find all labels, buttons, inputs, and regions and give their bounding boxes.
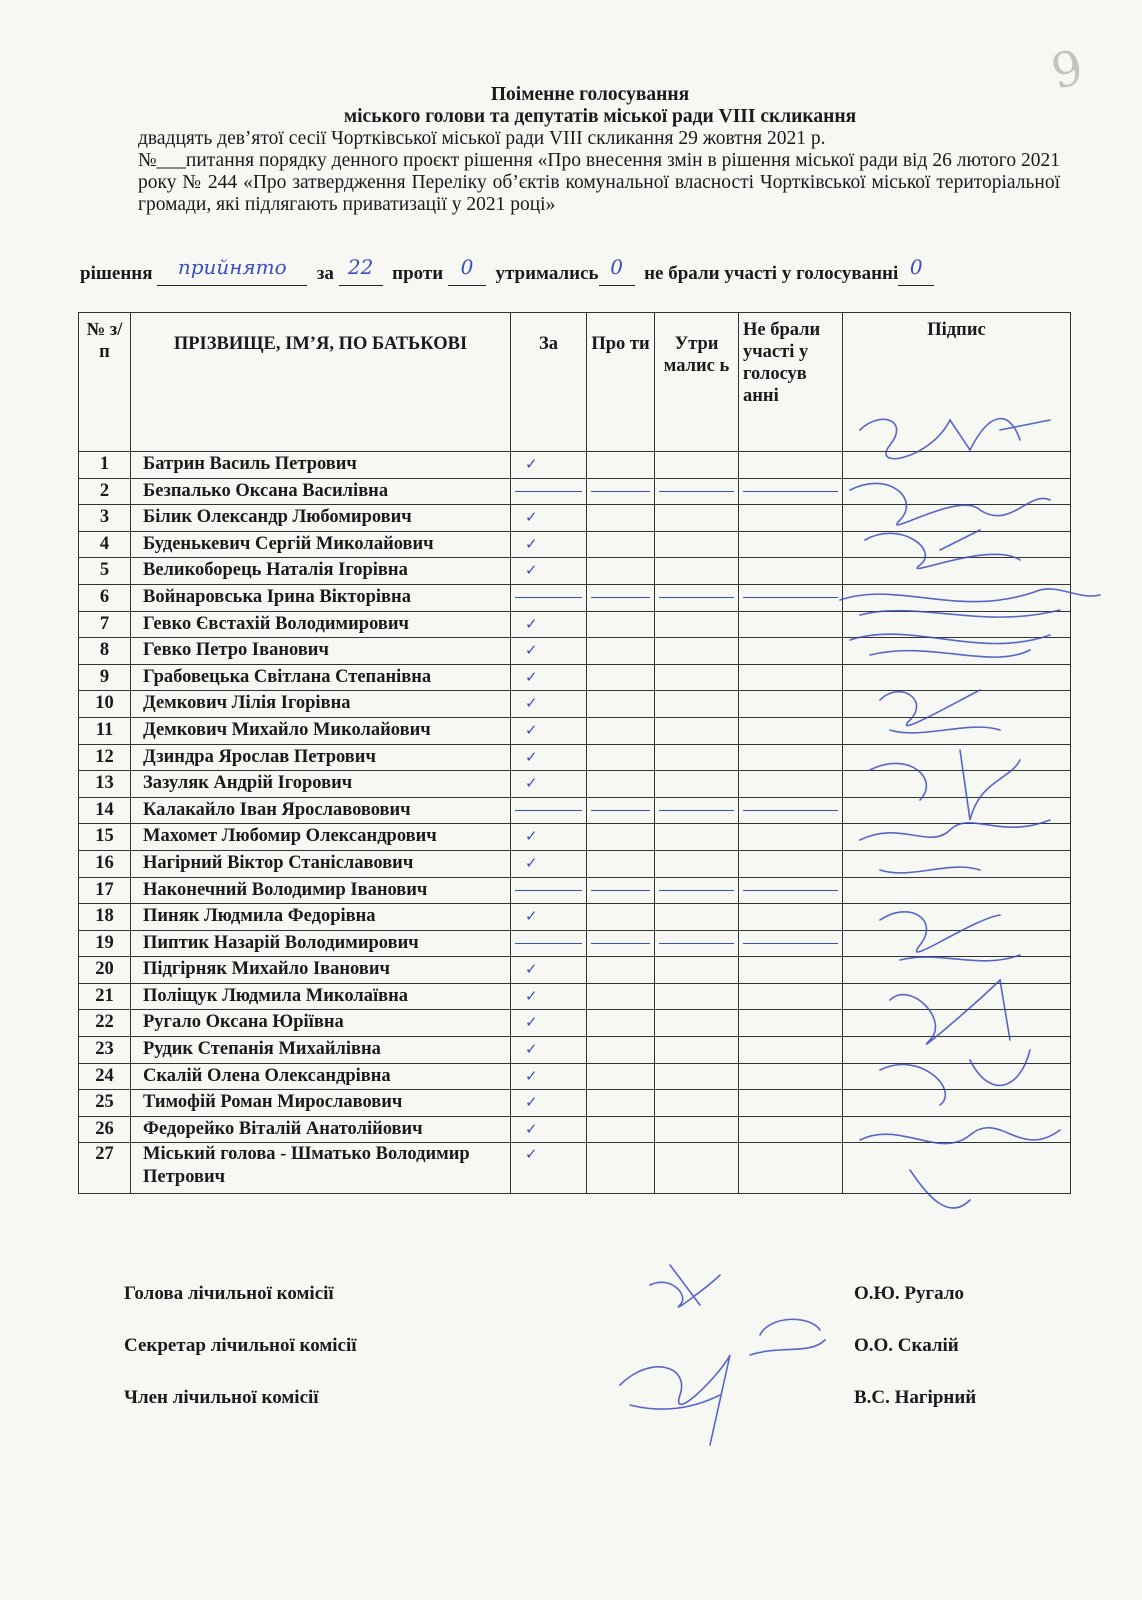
vote-not-voted-cell	[739, 1116, 843, 1143]
deputy-name: Демкович Лілія Ігорівна	[131, 691, 511, 718]
checkmark-icon: ✓	[525, 853, 538, 872]
decision-label: рішення	[80, 263, 153, 284]
header-abstained: Утри малис ь	[655, 313, 739, 452]
vote-against-cell	[587, 824, 655, 851]
table-row	[79, 957, 1071, 984]
vote-against-cell	[587, 664, 655, 691]
commission-chair-row	[124, 1283, 1024, 1335]
table-row	[79, 584, 1071, 611]
row-number: 19	[79, 930, 131, 957]
dash-stroke-icon	[659, 943, 734, 944]
vote-against-cell	[587, 505, 655, 532]
deputy-name: Войнаровська Ірина Вікторівна	[131, 584, 511, 611]
deputy-name: Пиптик Назарій Володимирович	[131, 930, 511, 957]
table-row	[79, 638, 1071, 665]
checkmark-icon: ✓	[525, 827, 538, 846]
vote-for-cell	[511, 717, 587, 744]
signature-cell	[843, 611, 1071, 638]
abstained-blank	[599, 255, 635, 286]
vote-abstained-cell	[655, 957, 739, 984]
table-row	[79, 505, 1071, 532]
session-line: двадцять дев’ятої сесії Чортківської міської ради VIII скликання 29 жовтня 2021 р.	[138, 128, 826, 149]
vote-abstained-cell	[655, 930, 739, 957]
against-label: проти	[392, 263, 444, 284]
header-against: Про ти	[587, 313, 655, 452]
dash-stroke-icon	[743, 943, 838, 944]
dash-stroke-icon	[591, 597, 650, 598]
table-row	[79, 452, 1071, 479]
signature-cell	[843, 983, 1071, 1010]
deputy-name: Безпалько Оксана Василівна	[131, 478, 511, 505]
vote-not-voted-cell	[739, 850, 843, 877]
table-row	[79, 850, 1071, 877]
not-voted-blank	[898, 255, 934, 286]
header-for: За	[511, 313, 587, 452]
vote-for-cell	[511, 691, 587, 718]
vote-not-voted-cell	[739, 1090, 843, 1117]
vote-for-cell	[511, 1010, 587, 1037]
decision-result-blank	[157, 255, 307, 286]
table-row	[79, 797, 1071, 824]
checkmark-icon: ✓	[525, 907, 538, 926]
abstained-label: утримались	[495, 263, 599, 284]
row-number: 12	[79, 744, 131, 771]
vote-against-cell	[587, 930, 655, 957]
vote-for-cell	[511, 558, 587, 585]
vote-not-voted-cell	[739, 558, 843, 585]
dash-stroke-icon	[591, 491, 650, 492]
deputy-name: Ругало Оксана Юріївна	[131, 1010, 511, 1037]
document-title: Поіменне голосування	[490, 84, 690, 105]
vote-against-cell	[587, 611, 655, 638]
deputy-name: Підгірняк Михайло Іванович	[131, 957, 511, 984]
row-number: 4	[79, 531, 131, 558]
row-number: 21	[79, 983, 131, 1010]
vote-for-cell	[511, 824, 587, 851]
vote-against-cell	[587, 771, 655, 798]
header-num: № з/п	[79, 313, 131, 452]
commission-secretary-row	[124, 1335, 1024, 1387]
dash-stroke-icon	[743, 491, 838, 492]
vote-against-cell	[587, 1063, 655, 1090]
table-row	[79, 930, 1071, 957]
decision-summary	[80, 255, 1060, 286]
vote-against-cell	[587, 584, 655, 611]
signature-cell	[843, 904, 1071, 931]
dash-stroke-icon	[515, 491, 582, 492]
checkmark-icon: ✓	[525, 641, 538, 660]
table-row	[79, 1010, 1071, 1037]
vote-for-cell	[511, 797, 587, 824]
checkmark-icon: ✓	[525, 455, 538, 473]
row-number: 18	[79, 904, 131, 931]
checkmark-icon: ✓	[525, 747, 538, 766]
signature-cell	[843, 797, 1071, 824]
vote-abstained-cell	[655, 1116, 739, 1143]
checkmark-icon: ✓	[525, 508, 538, 527]
deputy-name: Нагірний Віктор Станіславович	[131, 850, 511, 877]
checkmark-icon: ✓	[525, 774, 538, 793]
vote-abstained-cell	[655, 584, 739, 611]
table-row	[79, 877, 1071, 904]
vote-not-voted-cell	[739, 717, 843, 744]
table-row	[79, 744, 1071, 771]
signature-cell	[843, 744, 1071, 771]
vote-not-voted-cell	[739, 478, 843, 505]
vote-for-cell	[511, 584, 587, 611]
table-row	[79, 664, 1071, 691]
row-number: 24	[79, 1063, 131, 1090]
vote-abstained-cell	[655, 1090, 739, 1117]
signature-cell	[843, 638, 1071, 665]
dash-stroke-icon	[515, 890, 582, 891]
vote-for-cell	[511, 664, 587, 691]
table-row	[79, 531, 1071, 558]
signature-cell	[843, 930, 1071, 957]
vote-not-voted-cell	[739, 824, 843, 851]
vote-not-voted-cell	[739, 505, 843, 532]
vote-for-cell	[511, 531, 587, 558]
vote-not-voted-cell	[739, 1010, 843, 1037]
row-number: 1	[79, 452, 131, 479]
vote-against-cell	[587, 1090, 655, 1117]
table-row	[79, 1037, 1071, 1064]
dash-stroke-icon	[591, 890, 650, 891]
signature-cell	[843, 531, 1071, 558]
signature-cell	[843, 1116, 1071, 1143]
checkmark-icon: ✓	[525, 720, 538, 739]
vote-not-voted-cell	[739, 771, 843, 798]
row-number: 2	[79, 478, 131, 505]
row-number: 15	[79, 824, 131, 851]
checkmark-icon: ✓	[525, 1066, 538, 1085]
checkmark-icon: ✓	[525, 1013, 538, 1032]
vote-for-cell	[511, 1143, 587, 1194]
vote-against-cell	[587, 1116, 655, 1143]
deputy-name: Рудик Степанія Михайлівна	[131, 1037, 511, 1064]
vote-against-cell	[587, 531, 655, 558]
signature-cell	[843, 771, 1071, 798]
vote-against-cell	[587, 877, 655, 904]
abstained-count: 0	[610, 255, 623, 279]
vote-not-voted-cell	[739, 611, 843, 638]
vote-against-cell	[587, 478, 655, 505]
dash-stroke-icon	[743, 890, 838, 891]
vote-for-cell	[511, 1116, 587, 1143]
signature-cell	[843, 1010, 1071, 1037]
row-number: 25	[79, 1090, 131, 1117]
signature-cell	[843, 558, 1071, 585]
checkmark-icon: ✓	[525, 561, 538, 580]
table-row	[79, 717, 1071, 744]
header-signature: Підпис	[843, 313, 1071, 452]
deputy-name: Гевко Євстахій Володимирович	[131, 611, 511, 638]
vote-abstained-cell	[655, 478, 739, 505]
vote-not-voted-cell	[739, 584, 843, 611]
vote-against-cell	[587, 904, 655, 931]
vote-against-cell	[587, 797, 655, 824]
vote-not-voted-cell	[739, 1063, 843, 1090]
vote-for-cell	[511, 1037, 587, 1064]
row-number: 10	[79, 691, 131, 718]
vote-abstained-cell	[655, 1143, 739, 1194]
dash-stroke-icon	[659, 491, 734, 492]
for-count: 22	[347, 255, 374, 279]
vote-against-cell	[587, 850, 655, 877]
table-row	[79, 1063, 1071, 1090]
vote-against-cell	[587, 957, 655, 984]
table-row	[79, 771, 1071, 798]
deputy-name: Грабовецька Світлана Степанівна	[131, 664, 511, 691]
row-number: 22	[79, 1010, 131, 1037]
secretary-label: Секретар лічильної комісії	[124, 1335, 357, 1356]
vote-abstained-cell	[655, 877, 739, 904]
vote-not-voted-cell	[739, 904, 843, 931]
checkmark-icon: ✓	[525, 1040, 538, 1059]
vote-not-voted-cell	[739, 691, 843, 718]
vote-for-cell	[511, 983, 587, 1010]
checkmark-icon: ✓	[525, 694, 538, 713]
table-header-row	[79, 313, 1071, 452]
vote-for-cell	[511, 505, 587, 532]
vote-for-cell	[511, 744, 587, 771]
vote-abstained-cell	[655, 611, 739, 638]
vote-not-voted-cell	[739, 452, 843, 479]
signature-cell	[843, 1090, 1071, 1117]
vote-abstained-cell	[655, 1010, 739, 1037]
vote-for-cell	[511, 771, 587, 798]
vote-abstained-cell	[655, 797, 739, 824]
for-blank	[339, 255, 383, 286]
signature-cell	[843, 478, 1071, 505]
dash-stroke-icon	[743, 810, 838, 811]
row-number: 23	[79, 1037, 131, 1064]
deputy-name: Гевко Петро Іванович	[131, 638, 511, 665]
vote-abstained-cell	[655, 638, 739, 665]
deputy-name: Калакайло Іван Ярославовович	[131, 797, 511, 824]
table-row	[79, 904, 1071, 931]
vote-abstained-cell	[655, 664, 739, 691]
row-number: 26	[79, 1116, 131, 1143]
row-number: 14	[79, 797, 131, 824]
deputy-name: Великоборець Наталія Ігорівна	[131, 558, 511, 585]
deputy-name: Демкович Михайло Миколайович	[131, 717, 511, 744]
member-label: Член лічильної комісії	[124, 1387, 319, 1408]
dash-stroke-icon	[515, 810, 582, 811]
header-name: ПРІЗВИЩЕ, ІМ’Я, ПО БАТЬКОВІ	[131, 313, 511, 452]
vote-abstained-cell	[655, 531, 739, 558]
vote-for-cell	[511, 611, 587, 638]
row-number: 9	[79, 664, 131, 691]
dash-stroke-icon	[659, 890, 734, 891]
row-number: 17	[79, 877, 131, 904]
vote-for-cell	[511, 850, 587, 877]
signature-cell	[843, 877, 1071, 904]
vote-abstained-cell	[655, 505, 739, 532]
not-voted-label: не брали участі у голосуванні	[644, 263, 899, 284]
vote-not-voted-cell	[739, 930, 843, 957]
document-header	[80, 84, 1060, 216]
vote-for-cell	[511, 1063, 587, 1090]
vote-not-voted-cell	[739, 638, 843, 665]
dash-stroke-icon	[591, 810, 650, 811]
vote-against-cell	[587, 638, 655, 665]
row-number: 11	[79, 717, 131, 744]
checkmark-icon: ✓	[525, 1145, 538, 1164]
checkmark-icon: ✓	[525, 1093, 538, 1112]
decision-result: прийнято	[177, 255, 287, 279]
signature-cell	[843, 664, 1071, 691]
table-row	[79, 691, 1071, 718]
vote-abstained-cell	[655, 744, 739, 771]
checkmark-icon: ✓	[525, 534, 538, 553]
vote-not-voted-cell	[739, 983, 843, 1010]
for-label: за	[316, 263, 334, 284]
dash-stroke-icon	[743, 597, 838, 598]
chair-label: Голова лічильної комісії	[124, 1283, 334, 1304]
document-subtitle: міського голови та депутатів міської ради VIII скликання	[343, 106, 857, 127]
vote-abstained-cell	[655, 771, 739, 798]
member-name: В.С. Нагірний	[854, 1387, 977, 1408]
row-number: 27	[79, 1143, 131, 1194]
signature-cell	[843, 584, 1071, 611]
vote-for-cell	[511, 930, 587, 957]
chair-name: О.Ю. Ругало	[854, 1283, 964, 1304]
vote-not-voted-cell	[739, 664, 843, 691]
vote-not-voted-cell	[739, 1143, 843, 1194]
deputy-name: Скалій Олена Олександрівна	[131, 1063, 511, 1090]
signature-cell	[843, 1063, 1071, 1090]
vote-abstained-cell	[655, 717, 739, 744]
vote-for-cell	[511, 904, 587, 931]
row-number: 5	[79, 558, 131, 585]
deputy-name: Дзиндра Ярослав Петрович	[131, 744, 511, 771]
dash-stroke-icon	[659, 597, 734, 598]
vote-not-voted-cell	[739, 877, 843, 904]
row-number: 8	[79, 638, 131, 665]
dash-stroke-icon	[659, 810, 734, 811]
agenda-topic: №___питання порядку денного проєкт рішення «Про внесення змін в рішення міської ради від 26 лютого 2021 року № 244 «Про затвердження Переліку об’єктів комунальної власності Чортківської міської територіальної громади, які підлягають приватизації у 2021 році»	[138, 150, 1060, 215]
deputy-name: Міський голова - Шматько Володимир Петрович	[131, 1143, 511, 1194]
vote-against-cell	[587, 717, 655, 744]
table-row	[79, 1090, 1071, 1117]
signature-cell	[843, 824, 1071, 851]
signature-cell	[843, 1143, 1071, 1194]
vote-abstained-cell	[655, 850, 739, 877]
vote-for-cell	[511, 478, 587, 505]
vote-against-cell	[587, 744, 655, 771]
deputy-name: Тимофій Роман Мирославович	[131, 1090, 511, 1117]
deputy-name: Зазуляк Андрій Ігорович	[131, 771, 511, 798]
table-row	[79, 611, 1071, 638]
table-row	[79, 824, 1071, 851]
signature-cell	[843, 452, 1071, 479]
signature-cell	[843, 850, 1071, 877]
row-number: 6	[79, 584, 131, 611]
vote-not-voted-cell	[739, 797, 843, 824]
row-number: 16	[79, 850, 131, 877]
secretary-name: О.О. Скалій	[854, 1335, 959, 1356]
roll-call-table	[78, 312, 1071, 1194]
signature-cell	[843, 1037, 1071, 1064]
signature-cell	[843, 957, 1071, 984]
counting-commission	[124, 1283, 1024, 1439]
dash-stroke-icon	[515, 597, 582, 598]
vote-not-voted-cell	[739, 957, 843, 984]
signature-cell	[843, 717, 1071, 744]
table-row	[79, 983, 1071, 1010]
row-number: 3	[79, 505, 131, 532]
checkmark-icon: ✓	[525, 960, 538, 979]
checkmark-icon: ✓	[525, 614, 538, 633]
vote-against-cell	[587, 452, 655, 479]
vote-not-voted-cell	[739, 744, 843, 771]
row-number: 13	[79, 771, 131, 798]
vote-for-cell	[511, 957, 587, 984]
vote-abstained-cell	[655, 558, 739, 585]
vote-abstained-cell	[655, 983, 739, 1010]
deputy-name: Федорейко Віталій Анатолійович	[131, 1116, 511, 1143]
signature-cell	[843, 691, 1071, 718]
signature-cell	[843, 505, 1071, 532]
vote-abstained-cell	[655, 1063, 739, 1090]
dash-stroke-icon	[591, 943, 650, 944]
vote-against-cell	[587, 1010, 655, 1037]
page-number: 9	[1046, 39, 1089, 101]
vote-for-cell	[511, 638, 587, 665]
vote-abstained-cell	[655, 904, 739, 931]
checkmark-icon: ✓	[525, 986, 538, 1005]
dash-stroke-icon	[515, 943, 582, 944]
deputy-name: Наконечний Володимир Іванович	[131, 877, 511, 904]
checkmark-icon: ✓	[525, 1119, 538, 1138]
commission-member-row	[124, 1387, 1024, 1439]
vote-against-cell	[587, 691, 655, 718]
vote-abstained-cell	[655, 824, 739, 851]
vote-for-cell	[511, 452, 587, 479]
header-not-voted: Не брали участі у голосув анні	[739, 313, 843, 452]
not-voted-count: 0	[909, 255, 923, 279]
vote-abstained-cell	[655, 691, 739, 718]
deputy-name: Махомет Любомир Олександрович	[131, 824, 511, 851]
against-blank	[448, 255, 486, 286]
deputy-name: Білик Олександр Любомирович	[131, 505, 511, 532]
vote-not-voted-cell	[739, 531, 843, 558]
deputy-name: Батрин Василь Петрович	[131, 452, 511, 479]
vote-not-voted-cell	[739, 1037, 843, 1064]
checkmark-icon: ✓	[525, 667, 538, 686]
against-count: 0	[460, 255, 474, 279]
vote-against-cell	[587, 983, 655, 1010]
row-number: 7	[79, 611, 131, 638]
deputy-name: Пиняк Людмила Федорівна	[131, 904, 511, 931]
table-row	[79, 1116, 1071, 1143]
table-row	[79, 478, 1071, 505]
vote-abstained-cell	[655, 1037, 739, 1064]
table-row	[79, 1143, 1071, 1194]
row-number: 20	[79, 957, 131, 984]
vote-for-cell	[511, 877, 587, 904]
table-row	[79, 558, 1071, 585]
vote-against-cell	[587, 1037, 655, 1064]
vote-against-cell	[587, 558, 655, 585]
deputy-name: Поліщук Людмила Миколаївна	[131, 983, 511, 1010]
vote-against-cell	[587, 1143, 655, 1194]
vote-abstained-cell	[655, 452, 739, 479]
deputy-name: Буденькевич Сергій Миколайович	[131, 531, 511, 558]
vote-for-cell	[511, 1090, 587, 1117]
